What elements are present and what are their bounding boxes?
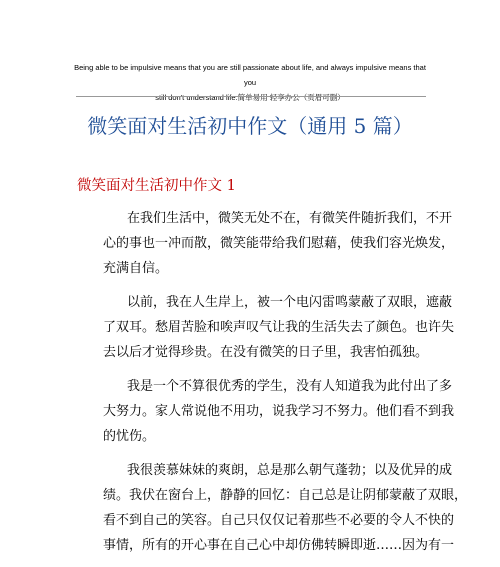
paragraph-line: 以前，我在人生岸上，被一个电闪雷鸣蒙蔽了双眼，遮蔽 bbox=[127, 295, 453, 310]
paragraph-line: 在我们生活中，微笑无处不在，有微笑件随折我们，不开 bbox=[127, 211, 453, 226]
paragraph-line: 事情，所有的开心事在自己心中却仿佛转瞬即逝……因为有一 bbox=[103, 538, 455, 553]
paragraph-line: 的忧伤。 bbox=[103, 429, 156, 444]
paragraph-line: 了双耳。愁眉苦脸和唉声叹气让我的生活失去了颜色。也许失 bbox=[103, 320, 455, 335]
paragraph-line: 心的事也一冲而散，微笑能带给我们慰藉，使我们容光焕发， bbox=[103, 236, 455, 251]
paragraph-line: 去以后才觉得珍贵。在没有微笑的日子里，我害怕孤独。 bbox=[103, 345, 429, 360]
page-header bbox=[70, 60, 430, 105]
paragraph bbox=[77, 290, 455, 365]
document-body bbox=[77, 206, 468, 567]
header-tagline-line2: still don't understand life.简单易用 轻享办公（页眉可删） bbox=[155, 93, 345, 102]
header-tagline-line1: Being able to be impulsive means that you are still passionate about life, and always impulsive means that you bbox=[74, 63, 426, 87]
paragraph bbox=[77, 206, 455, 281]
paragraph-line: 充满自信。 bbox=[103, 261, 169, 276]
paragraph-line: 我是一个不算很优秀的学生，没有人知道我为此付出了多 bbox=[127, 379, 453, 394]
document-title: 微笑面对生活初中作文（通用 5 篇） bbox=[87, 114, 413, 138]
paragraph-line: 看不到自己的笑容。自己只仅仅记着那些不必要的令人不快的 bbox=[103, 513, 455, 528]
section-heading: 微笑面对生活初中作文 1 bbox=[77, 178, 236, 194]
paragraph-line: 大努力。家人常说他不用功，说我学习不努力。他们看不到我 bbox=[103, 404, 455, 419]
paragraph-line: 我很羡慕妹妹的爽朗，总是那么朝气蓬勃；以及优异的成 bbox=[127, 463, 453, 478]
paragraph-line: 绩。我伏在窗台上，静静的回忆：自己总是让阴郁蒙蔽了双眼， bbox=[103, 488, 468, 503]
paragraph bbox=[77, 374, 455, 449]
header-divider bbox=[76, 96, 426, 97]
paragraph bbox=[77, 458, 468, 558]
